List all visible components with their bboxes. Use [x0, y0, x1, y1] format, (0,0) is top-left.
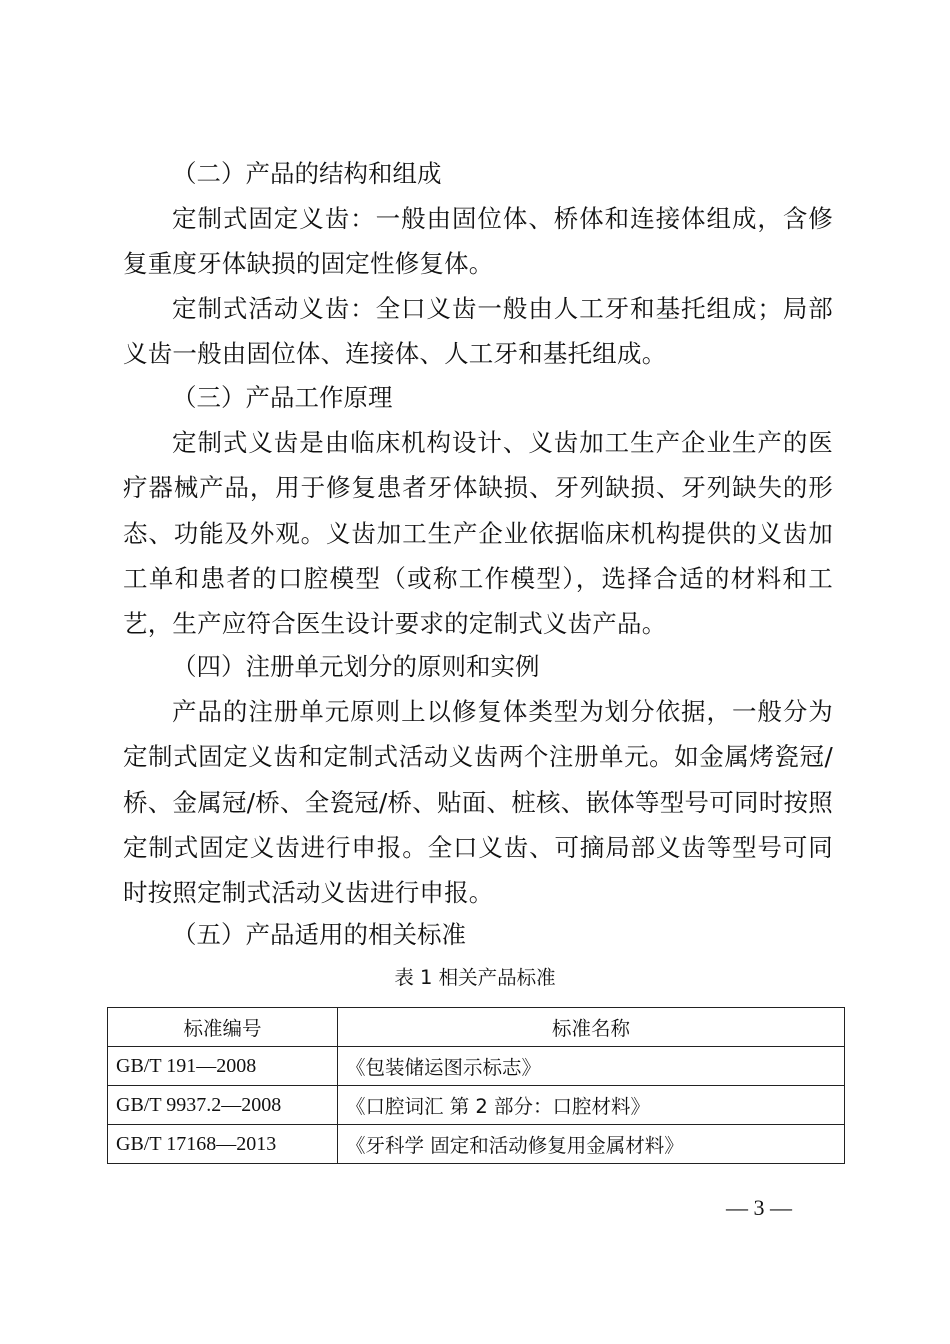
table-header-row — [108, 1008, 845, 1047]
section-heading-3: （三）产品工作原理 — [172, 383, 393, 412]
standard-name: 《牙科学 固定和活动修复用金属材料》 — [338, 1125, 845, 1164]
paragraph-working-principle: 定制式义齿是由临床机构设计、义齿加工生产企业生产的医疗器械产品，用于修复患者牙体缺损、牙列缺损、牙列缺失的形态、功能及外观。义齿加工生产企业依据临床机构提供的义齿加工单和患者的口腔模型（或称工作模型），选择合适的材料和工艺，生产应符合医生设计要求的定制式义齿产品。 — [123, 428, 833, 639]
paragraph-removable-denture: 定制式活动义齿：全口义齿一般由人工牙和基托组成；局部义齿一般由固位体、连接体、人工牙和基托组成。 — [123, 294, 833, 369]
standard-name: 《口腔词汇 第 2 部分：口腔材料》 — [338, 1086, 845, 1125]
standard-code: GB/T 17168—2013 — [108, 1125, 338, 1164]
paragraph-fixed-denture: 定制式固定义齿：一般由固位体、桥体和连接体组成，含修复重度牙体缺损的固定性修复体。 — [123, 204, 833, 279]
page-number: — 3 — — [726, 1195, 792, 1220]
table-row — [108, 1086, 845, 1125]
table-row — [108, 1125, 845, 1164]
table-row — [108, 1047, 845, 1086]
section-heading-5: （五）产品适用的相关标准 — [172, 920, 466, 949]
standard-code: GB/T 191—2008 — [108, 1047, 338, 1086]
section-heading-2: （二）产品的结构和组成 — [172, 159, 442, 188]
section-heading-4: （四）注册单元划分的原则和实例 — [172, 652, 540, 681]
paragraph-registration-unit: 产品的注册单元原则上以修复体类型为划分依据，一般分为定制式固定义齿和定制式活动义齿两个注册单元。如金属烤瓷冠/桥、金属冠/桥、全瓷冠/桥、贴面、桩核、嵌体等型号可同时按照定制式固定义齿进行申报。全口义齿、可摘局部义齿等型号可同时按照定制式活动义齿进行申报。 — [123, 697, 833, 908]
standard-name: 《包装储运图示标志》 — [338, 1047, 845, 1086]
standard-code: GB/T 9937.2—2008 — [108, 1086, 338, 1125]
column-header-name: 标准名称 — [338, 1008, 845, 1047]
standards-table — [107, 1007, 845, 1164]
column-header-code: 标准编号 — [108, 1008, 338, 1047]
table-caption: 表 1 相关产品标准 — [394, 966, 556, 989]
